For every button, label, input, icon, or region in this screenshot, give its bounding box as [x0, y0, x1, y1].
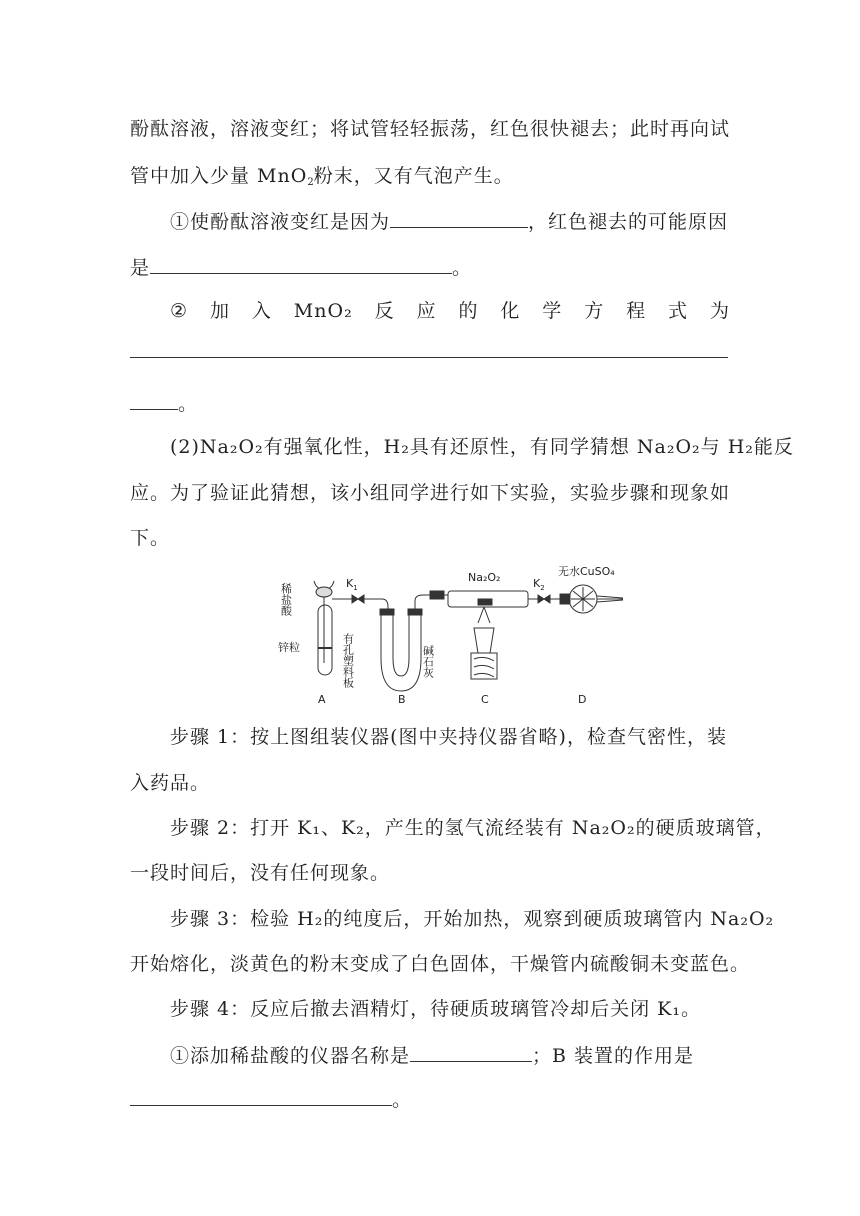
question1-line1: [170, 209, 728, 234]
answer-blank-1[interactable]: [390, 209, 528, 228]
answer-blank-2[interactable]: [150, 255, 452, 274]
label-d: D: [578, 693, 587, 706]
label-na2o2: Na₂O₂: [468, 571, 501, 584]
question3-line2: [130, 1087, 412, 1112]
question1-middle: ，红色褪去的可能原因: [528, 211, 729, 233]
paragraph1-subscript: 2: [307, 177, 314, 188]
step1-line2: 入药品。: [130, 772, 211, 794]
step2-line2: 一段时间后，没有任何现象。: [130, 862, 391, 884]
question3-end: 。: [392, 1089, 413, 1111]
step3-line1: 步骤 3：检验 H₂的纯度后，开始加热，观察到硬质玻璃管内 Na₂O₂: [170, 908, 775, 930]
answer-blank-4[interactable]: [130, 391, 178, 410]
answer-blank-6[interactable]: [130, 1087, 392, 1106]
paragraph1-line2-text-a: 管中加入少量 MnO: [130, 165, 308, 187]
q2-char: 入: [251, 300, 272, 322]
question2-line3: [130, 391, 198, 416]
q2-char: 应: [416, 300, 437, 322]
label-c: C: [481, 693, 489, 706]
apparatus-diagram: [278, 563, 628, 708]
label-plastic-plate: 有孔塑料板: [341, 633, 355, 688]
question2-line1: [170, 299, 730, 323]
label-anhydrous-cuso4: 无水CuSO₄: [558, 565, 615, 578]
answer-blank-3[interactable]: [130, 357, 728, 358]
q2-char: 为: [709, 300, 730, 322]
paragraph1-line2-text-b: 粉末，又有气泡产生。: [313, 165, 514, 187]
q2-char: MnO₂: [293, 300, 353, 322]
step3-line2: 开始熔化，淡黄色的粉末变成了白色固体，干燥管内硫酸铜未变蓝色。: [130, 953, 751, 975]
step2-line1: 步骤 2：打开 K₁、K₂，产生的氢气流经装有 Na₂O₂的硬质玻璃管，: [170, 817, 776, 839]
label-zinc: 锌粒: [278, 641, 300, 654]
question3-line1: [170, 1043, 694, 1068]
question1-end: 。: [452, 257, 473, 279]
question3-middle: ；B 装置的作用是: [532, 1045, 695, 1067]
q2-char: 加: [209, 300, 230, 322]
question1-line2: [130, 255, 472, 280]
q2-char: 化: [500, 300, 521, 322]
part2-line2: 应。为了验证此猜想，该小组同学进行如下实验，实验步骤和现象如: [130, 482, 731, 504]
label-k1: $K_1$: [346, 577, 358, 592]
question1-prefix: ①使酚酞溶液变红是因为: [170, 211, 391, 233]
answer-blank-5[interactable]: [410, 1043, 532, 1062]
part2-line3: 下。: [130, 527, 171, 549]
question2-end: 。: [178, 393, 199, 415]
paragraph1-line2: [130, 164, 514, 195]
paragraph1-line1: 酚酞溶液，溶液变红；将试管轻轻振荡，红色很快褪去；此时再向试: [130, 118, 731, 140]
question3-prefix: ①添加稀盐酸的仪器名称是: [170, 1045, 411, 1067]
q2-char: 反: [374, 300, 395, 322]
label-a: A: [318, 693, 326, 706]
q2-char: 学: [542, 300, 563, 322]
q2-char: 式: [668, 300, 689, 322]
q2-char: 方: [584, 300, 605, 322]
question1-line2-prefix: 是: [130, 257, 151, 279]
label-dilute-hcl: 稀盐酸: [279, 583, 293, 616]
step4-line1: 步骤 4：反应后撤去酒精灯，待硬质玻璃管冷却后关闭 K₁。: [170, 998, 701, 1020]
q2-char: 的: [458, 300, 479, 322]
label-b: B: [398, 693, 406, 706]
label-k2: $K_2$: [533, 577, 545, 592]
step1-line1: 步骤 1：按上图组装仪器(图中夹持仪器省略)，检查气密性，装: [170, 726, 727, 748]
label-soda-lime: 碱石灰: [421, 645, 435, 678]
part2-line1: (2)Na₂O₂有强氧化性，H₂具有还原性，有同学猜想 Na₂O₂与 H₂能反: [170, 436, 794, 458]
q2-char: ②: [170, 300, 189, 322]
q2-char: 程: [626, 300, 647, 322]
